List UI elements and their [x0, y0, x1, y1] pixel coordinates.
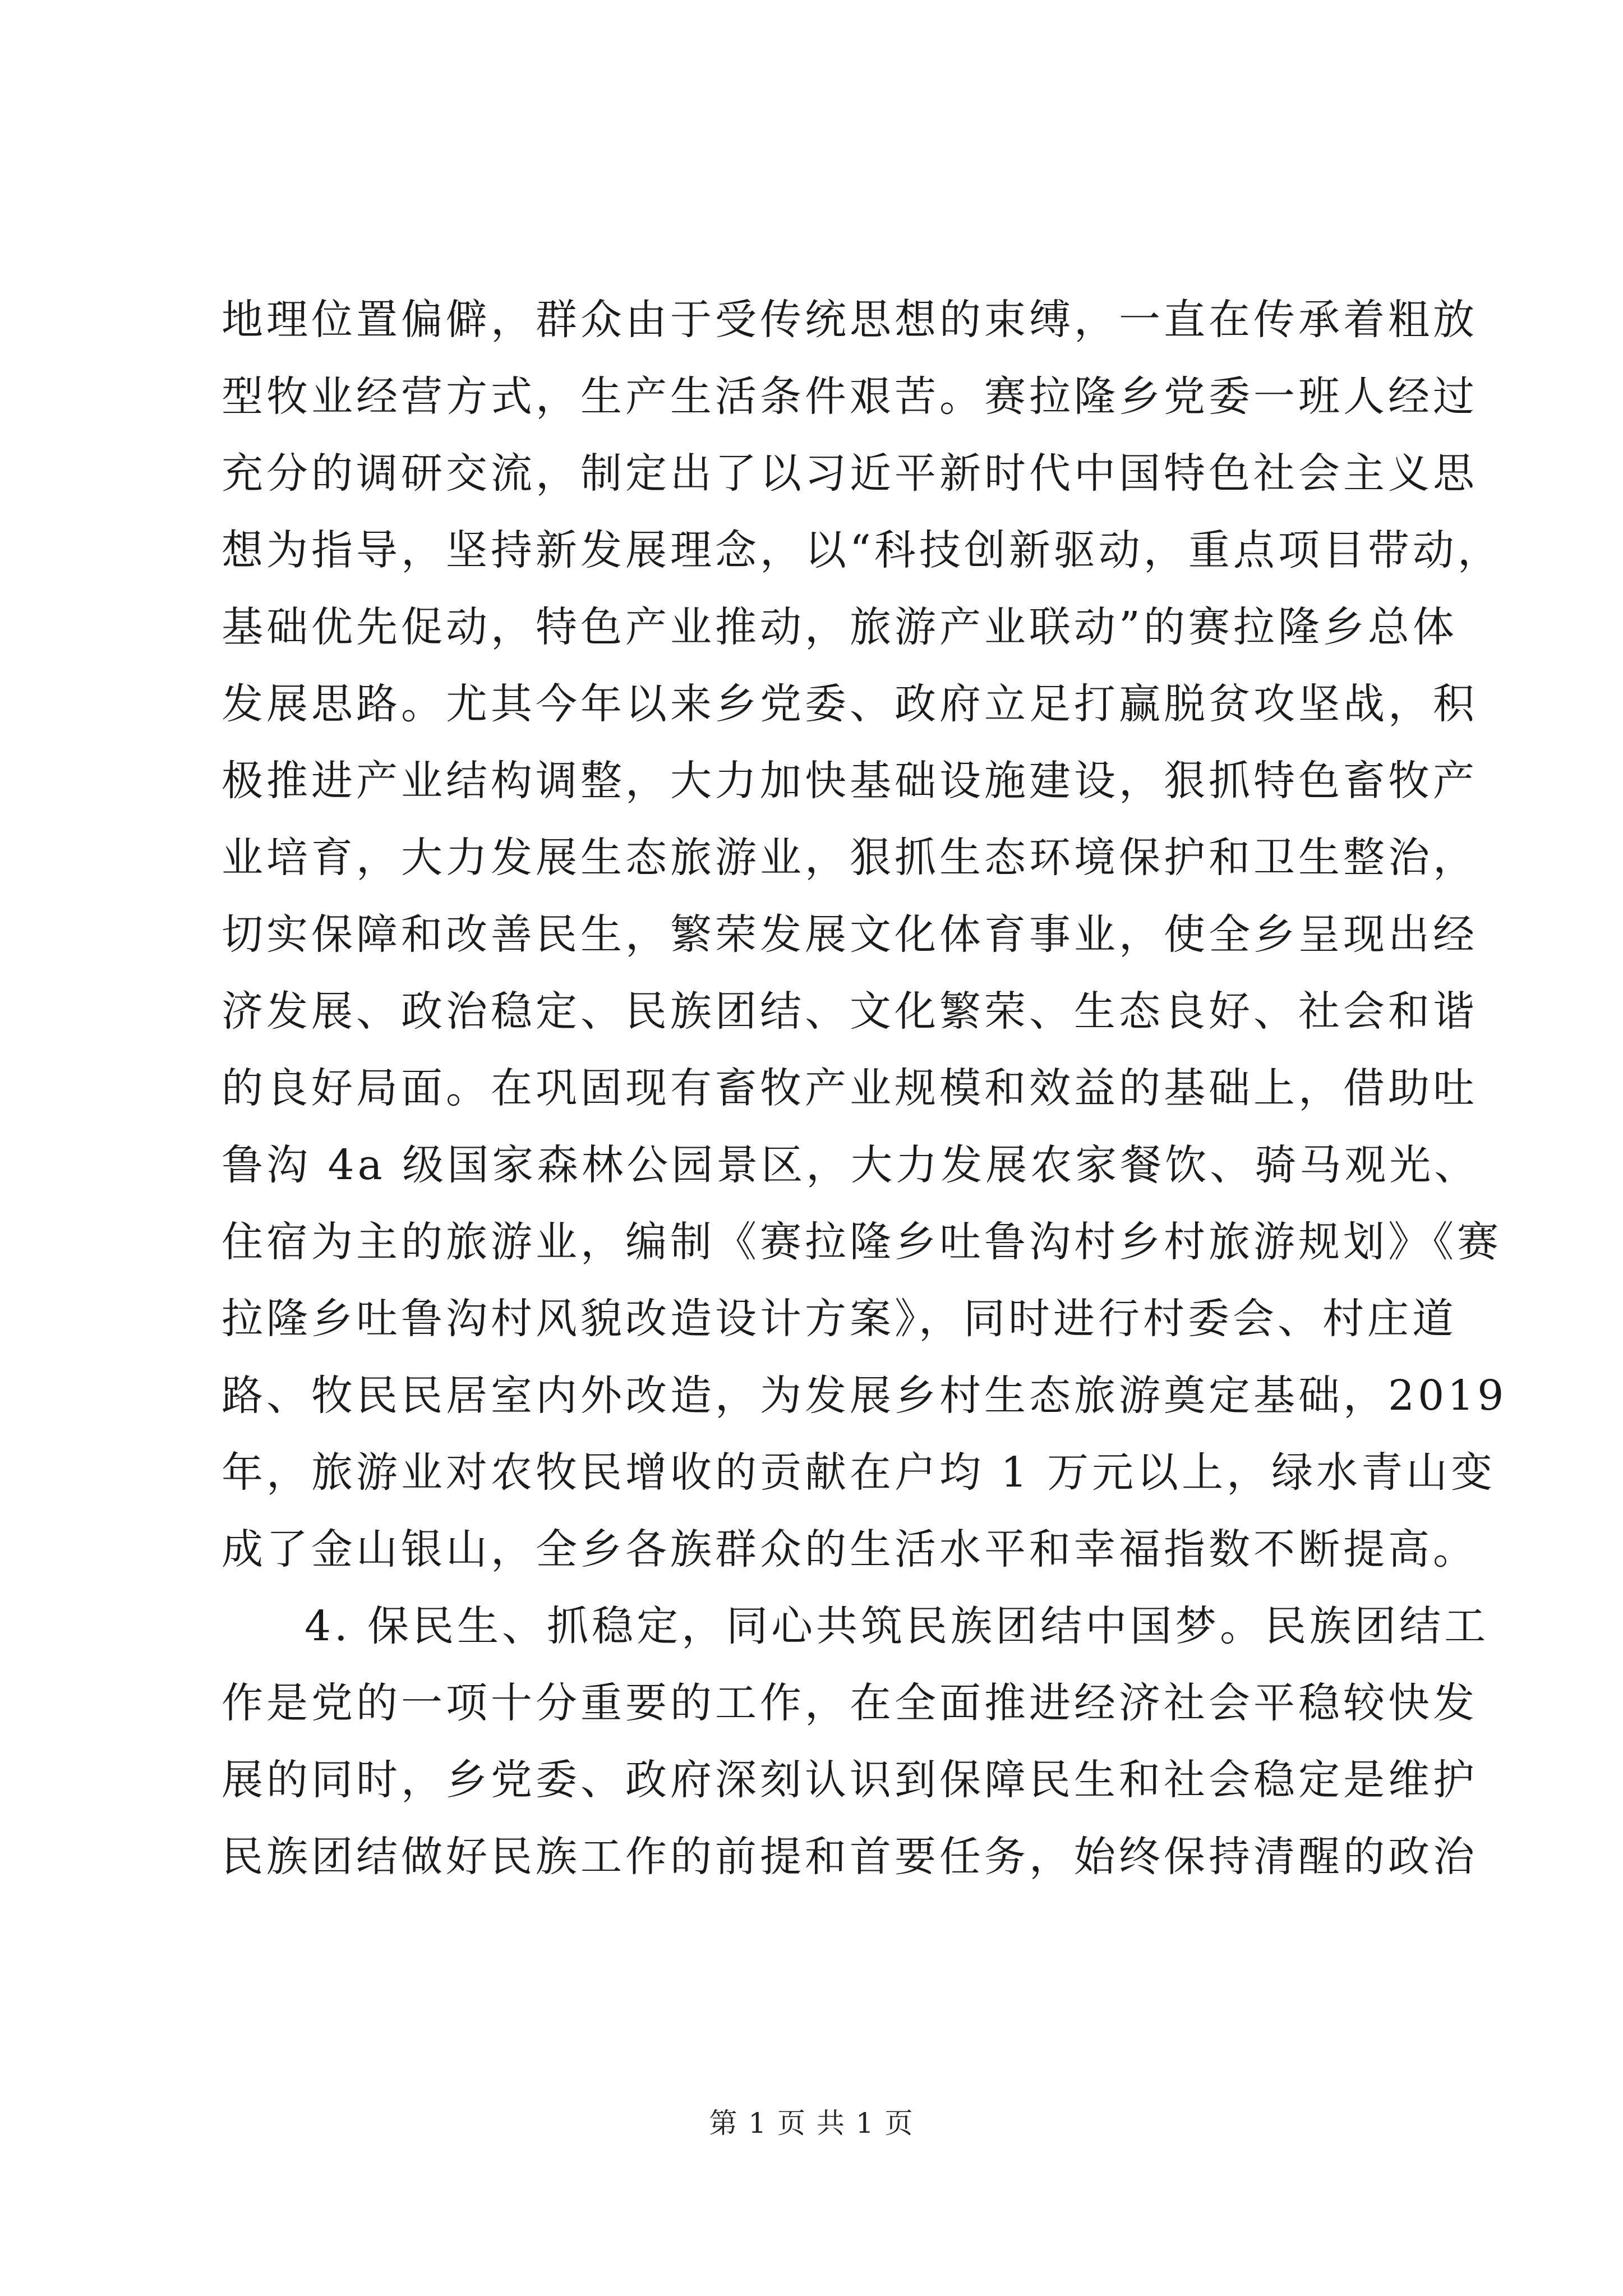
text-line: 业培育，大力发展生态旅游业，狠抓生态环境保护和卫生整治， [222, 834, 1478, 882]
text-line: 的良好局面。在巩固现有畜牧产业规模和效益的基础上，借助吐 [222, 1064, 1478, 1112]
text-line: 想为指导，坚持新发展理念，以“科技创新驱动，重点项目带动， [222, 526, 1502, 574]
text-line: 民族团结做好民族工作的前提和首要任务，始终保持清醒的政治 [222, 1833, 1478, 1881]
text-line: 切实保障和改善民生，繁荣发展文化体育事业，使全乡呈现出经 [222, 910, 1478, 959]
text-line: 发展思路。尤其今年以来乡党委、政府立足打赢脱贫攻坚战，积 [222, 680, 1478, 728]
text-line: 路、牧民民居室内外改造，为发展乡村生态旅游奠定基础，2019 [222, 1372, 1507, 1420]
text-line: 拉隆乡吐鲁沟村风貌改造设计方案》，同时进行村委会、村庄道 [222, 1295, 1457, 1343]
body-text [222, 282, 1507, 1895]
text-line: 地理位置偏僻，群众由于受传统思想的束缚，一直在传承着粗放 [222, 296, 1478, 344]
text-line: 极推进产业结构调整，大力加快基础设施建设，狠抓特色畜牧产 [222, 757, 1478, 805]
text-line: 鲁沟 4a 级国家森林公园景区，大力发展农家餐饮、骑马观光、 [222, 1141, 1479, 1189]
text-line: 型牧业经营方式，生产生活条件艰苦。赛拉隆乡党委一班人经过 [222, 372, 1478, 421]
text-line: 成了金山银山，全乡各族群众的生活水平和幸福指数不断提高。 [222, 1525, 1478, 1573]
paragraph-start-line: 4. 保民生、抓稳定，同心共筑民族团结中国梦。民族团结工 [305, 1602, 1490, 1650]
text-line: 充分的调研交流，制定出了以习近平新时代中国特色社会主义思 [222, 449, 1478, 498]
text-line: 展的同时，乡党委、政府深刻认识到保障民生和社会稳定是维护 [222, 1756, 1478, 1804]
text-line: 年，旅游业对农牧民增收的贡献在户均 1 万元以上，绿水青山变 [222, 1448, 1496, 1497]
text-line: 济发展、政治稳定、民族团结、文化繁荣、生态良好、社会和谐 [222, 987, 1478, 1036]
text-line: 基础优先促动，特色产业推动，旅游产业联动”的赛拉隆乡总体 [222, 603, 1458, 651]
text-line: 住宿为主的旅游业，编制《赛拉隆乡吐鲁沟村乡村旅游规划》《赛 [222, 1218, 1502, 1266]
text-line: 作是党的一项十分重要的工作，在全面推进经济社会平稳较快发 [222, 1679, 1478, 1727]
page-footer: 第 1 页 共 1 页 [709, 2107, 914, 2139]
